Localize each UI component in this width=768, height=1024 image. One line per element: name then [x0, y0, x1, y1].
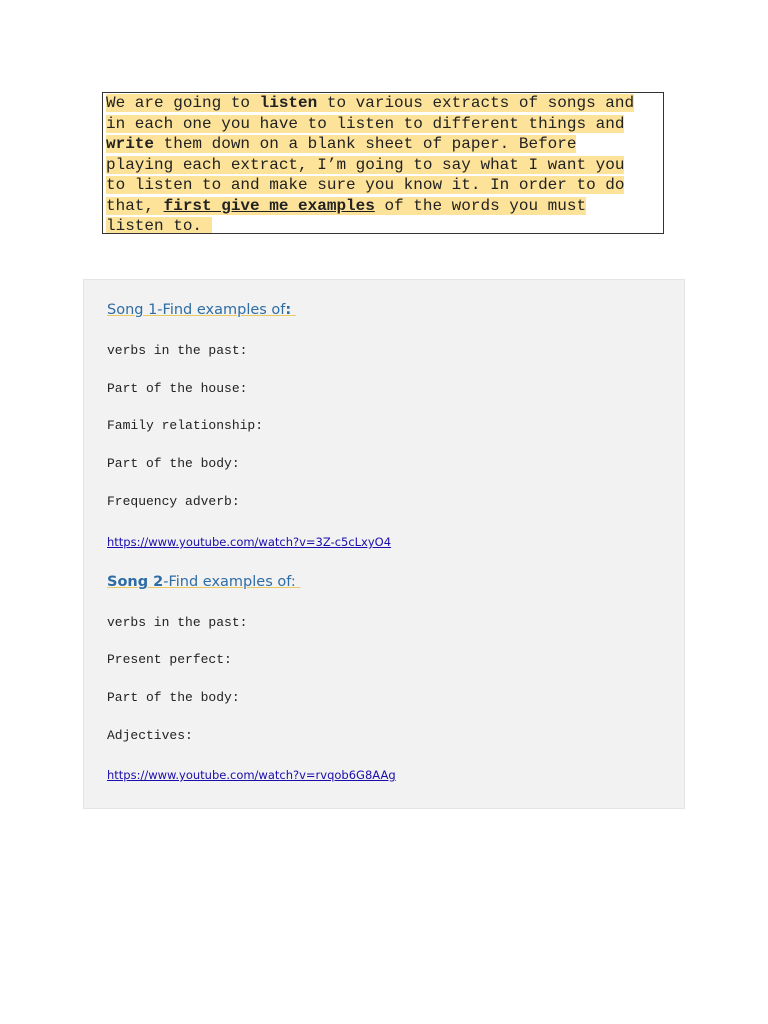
instructions-segment: that, — [106, 196, 164, 215]
instructions-line — [106, 134, 660, 155]
song-1-item-family: Family relationship: — [107, 418, 264, 433]
song-2-item-body: Part of the body: — [107, 690, 240, 705]
instructions-line — [106, 175, 660, 196]
highlighted-text — [106, 135, 576, 153]
instructions-line — [106, 216, 660, 234]
song-2-item-past-verbs: verbs in the past: — [107, 615, 248, 630]
highlighted-text — [106, 197, 586, 215]
highlighted-text — [106, 217, 212, 234]
song-1-item-past-verbs: verbs in the past: — [107, 343, 248, 358]
instructions-text — [106, 93, 660, 234]
song-1-item-frequency: Frequency adverb: — [107, 494, 240, 509]
song-1-item-house: Part of the house: — [107, 381, 248, 396]
highlighted-text — [106, 156, 624, 174]
song-2-heading — [107, 574, 300, 590]
song-1-heading — [107, 302, 296, 318]
instructions-segment: in each one you have to listen to different things and — [106, 114, 625, 133]
instructions-segment: to listen to and make sure you know it. In order to do — [106, 176, 625, 194]
instructions-segment: them down on a blank sheet of paper. Before — [154, 135, 577, 153]
song-1-heading-text: Song 1-Find examples of — [107, 302, 286, 318]
instructions-line — [106, 196, 660, 217]
emphasized-word: first give me examples — [163, 196, 375, 215]
instructions-segment: We are going to — [106, 94, 260, 112]
song-1-video-link[interactable]: https://www.youtube.com/watch?v=3Z-c5cLxyO4 — [107, 535, 392, 549]
song-1-heading-colon: : — [285, 302, 292, 318]
song-2-heading-text: -Find examples of: — [163, 574, 301, 590]
emphasized-word: listen — [259, 94, 318, 112]
instructions-segment: playing each extract, I’m going to say what I want you — [106, 155, 625, 174]
emphasized-word: write — [106, 135, 155, 153]
instructions-box — [102, 92, 664, 234]
song-1-item-body: Part of the body: — [107, 456, 240, 471]
highlighted-text — [106, 176, 624, 194]
instructions-segment: to various extracts of songs and — [317, 94, 635, 112]
highlighted-text — [106, 115, 624, 133]
song-2-heading-label: Song 2 — [107, 574, 164, 590]
song-2-item-adjectives: Adjectives: — [107, 728, 193, 743]
instructions-line — [106, 93, 660, 114]
song-2-item-present-perfect: Present perfect: — [107, 652, 232, 667]
song-exercises-panel — [83, 279, 685, 809]
instructions-line — [106, 155, 660, 176]
highlighted-text — [106, 94, 634, 112]
song-2-video-link[interactable]: https://www.youtube.com/watch?v=rvqob6G8AAg — [107, 768, 396, 782]
instructions-segment: listen to. — [106, 217, 212, 234]
instructions-segment: of the words you must — [374, 196, 587, 215]
instructions-line — [106, 114, 660, 135]
